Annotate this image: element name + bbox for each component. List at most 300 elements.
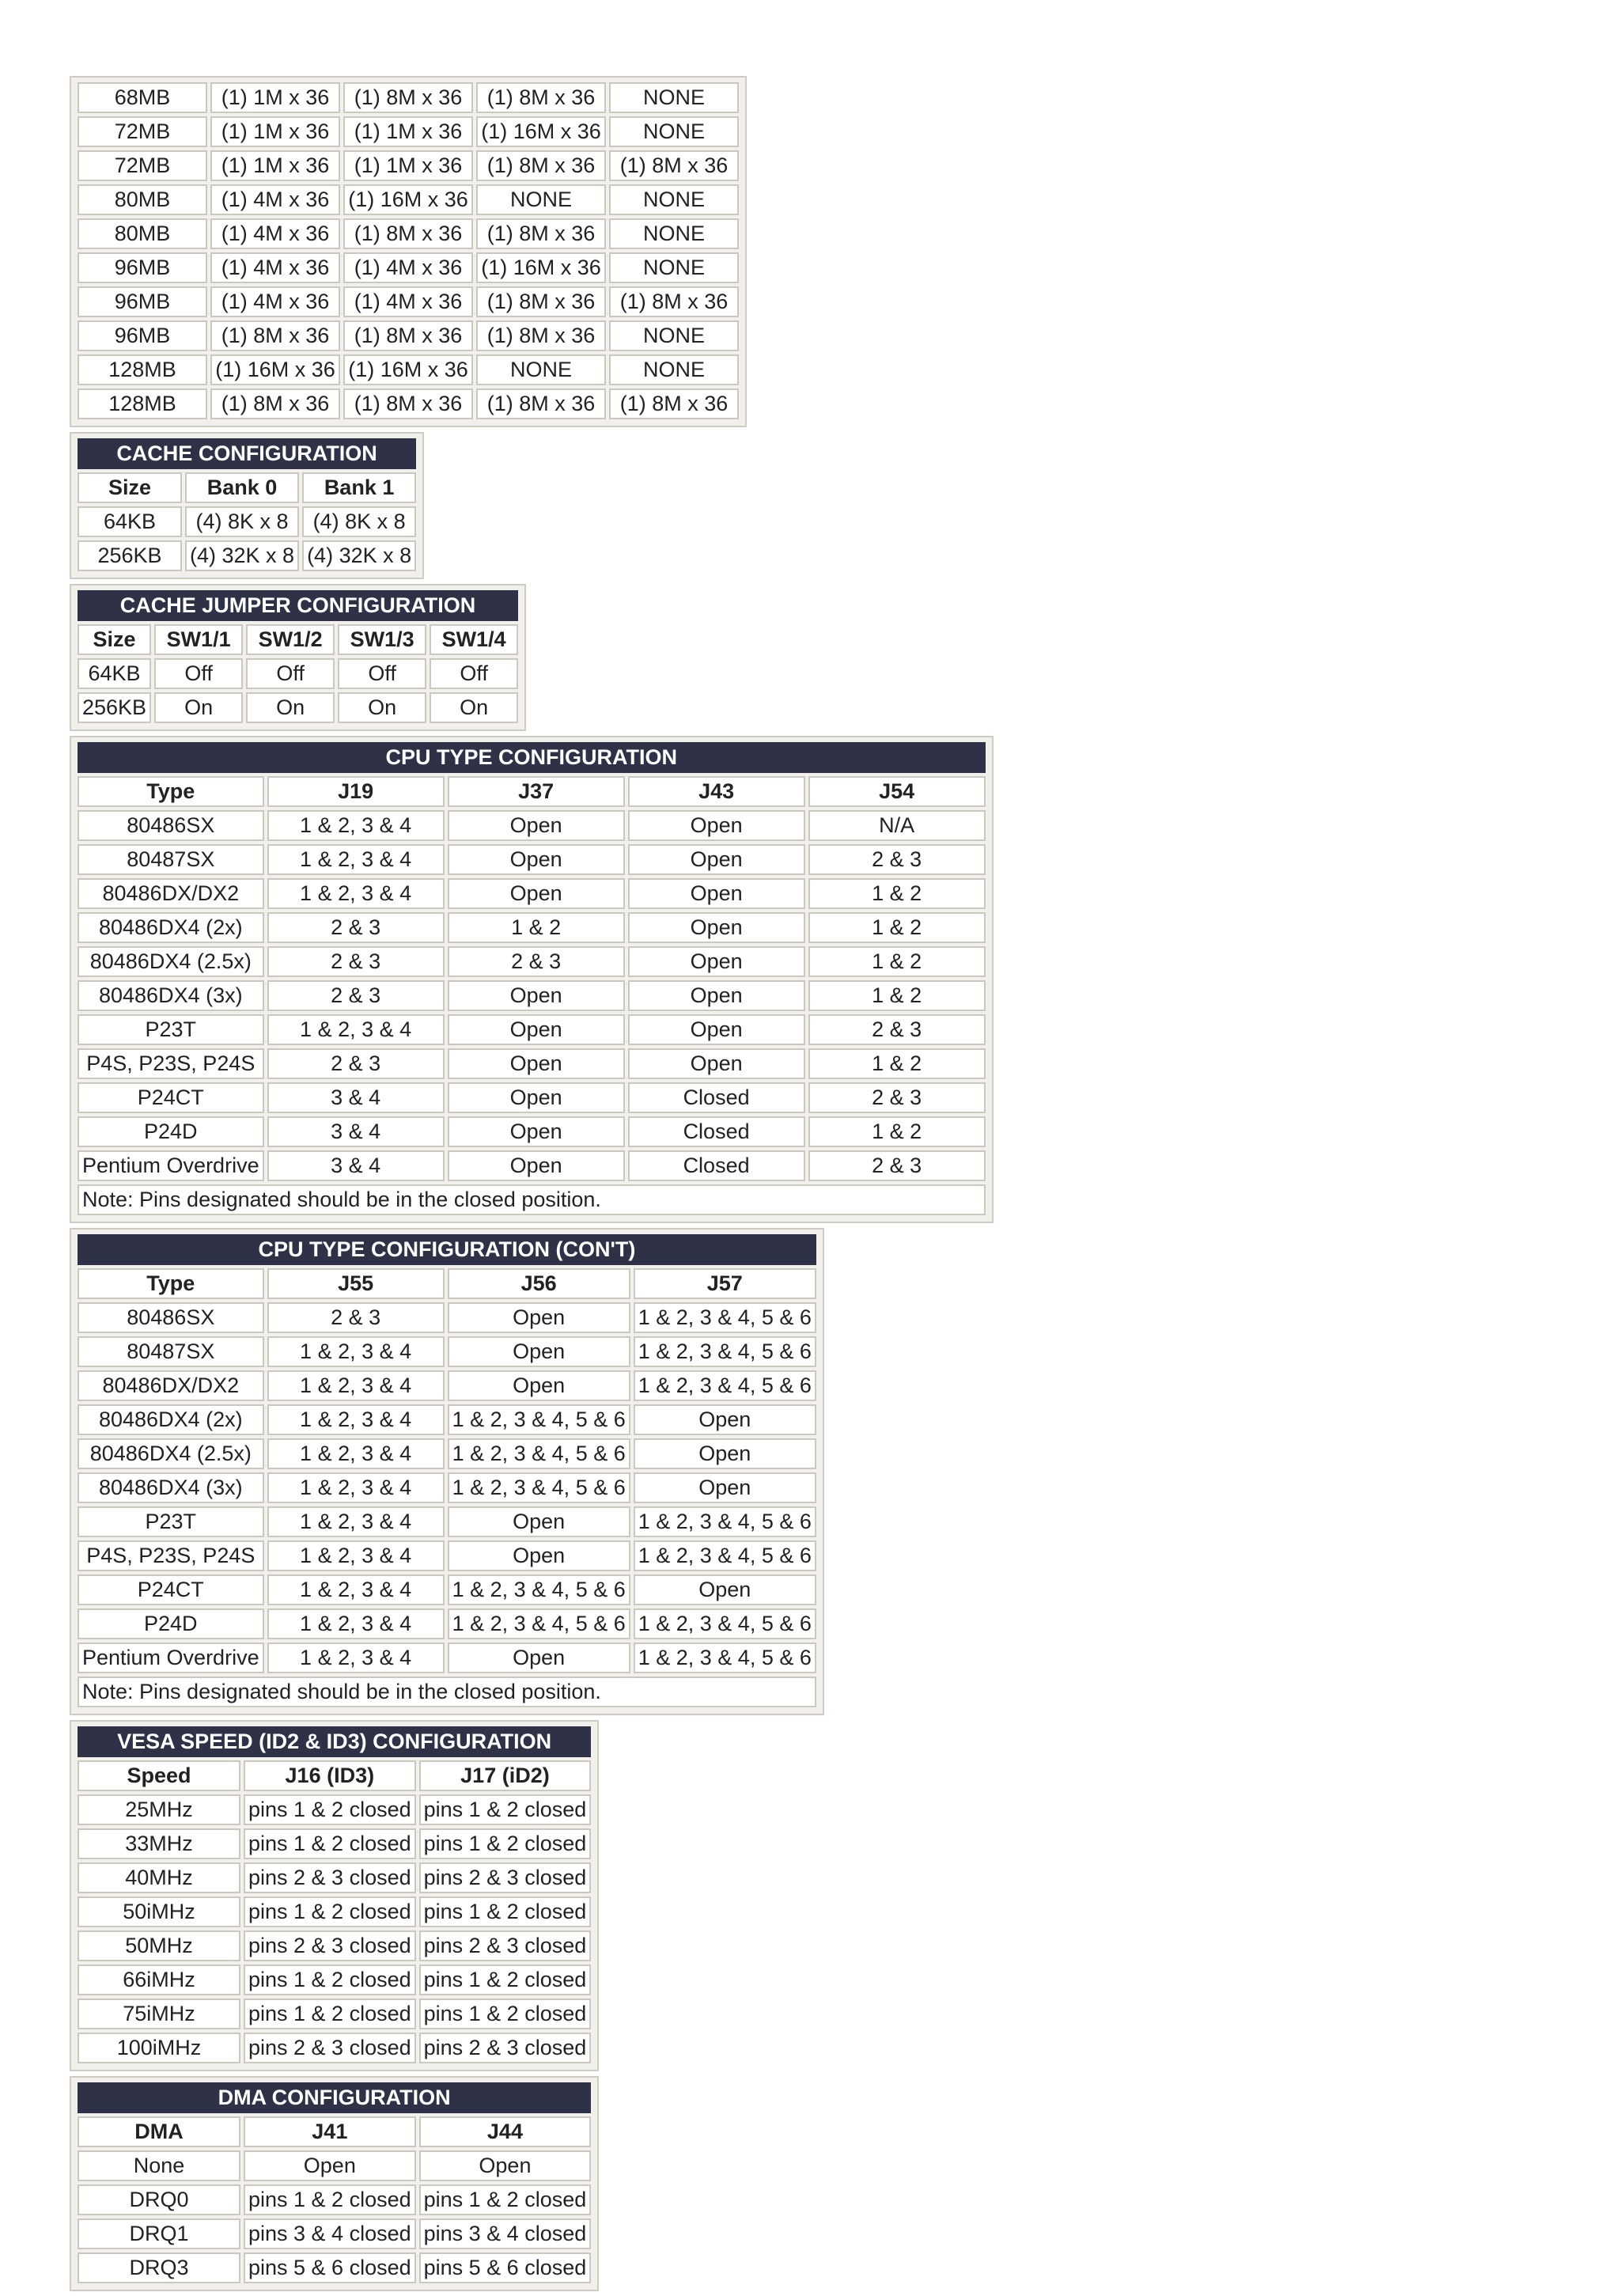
table-cell: (1) 16M x 36: [343, 354, 473, 385]
table-title: CACHE JUMPER CONFIGURATION: [78, 590, 518, 621]
table-row: [78, 658, 518, 689]
table-cell: N/A: [808, 810, 986, 841]
dma-table-body: [78, 2082, 591, 2283]
table-cell: (1) 8M x 36: [609, 286, 739, 317]
table-cell: 1 & 2: [808, 1116, 986, 1147]
table-cell: 128MB: [78, 354, 207, 385]
table-cell: pins 3 & 4 closed: [244, 2218, 416, 2249]
table-row: [78, 2184, 591, 2215]
table-cell: Open: [634, 1574, 816, 1605]
table-row: [78, 1438, 816, 1469]
table-cell: (1) 8M x 36: [476, 82, 606, 113]
table-cell: 1 & 2, 3 & 4, 5 & 6: [634, 1370, 816, 1401]
table-row: [78, 506, 416, 537]
table-cell: Open: [634, 1472, 816, 1503]
table-note-row: [78, 1184, 986, 1215]
cpu-type-cont-table-body: [78, 1234, 816, 1707]
table-header-row: [78, 472, 416, 503]
table-row: [78, 1608, 816, 1639]
table-cell: Open: [448, 1082, 625, 1113]
table-cell: 1 & 2, 3 & 4, 5 & 6: [634, 1642, 816, 1673]
table-cell: 2 & 3: [808, 1014, 986, 1045]
column-header: J41: [244, 2116, 416, 2147]
table-cell: (4) 32K x 8: [185, 540, 299, 571]
column-header: J43: [628, 776, 805, 807]
table-cell: 256KB: [78, 540, 182, 571]
table-cell: On: [430, 692, 518, 723]
table-cell: (1) 16M x 36: [476, 252, 606, 283]
table-cell: 1 & 2, 3 & 4: [267, 1438, 445, 1469]
column-header: SW1/1: [154, 624, 243, 655]
table-row: [78, 540, 416, 571]
table-cell: Open: [448, 1116, 625, 1147]
table-cell: 80487SX: [78, 1336, 264, 1367]
table-row: [78, 320, 739, 351]
table-cell: 1 & 2, 3 & 4, 5 & 6: [634, 1506, 816, 1537]
table-cell: 3 & 4: [267, 1082, 445, 1113]
table-row: [78, 1642, 816, 1673]
table-cell: 1 & 2, 3 & 4, 5 & 6: [448, 1438, 630, 1469]
table-row: [78, 1014, 986, 1045]
table-row: [78, 1116, 986, 1147]
table-title-row: [78, 742, 986, 773]
table-row: [78, 150, 739, 181]
cache-configuration-panel: [70, 432, 424, 579]
table-cell: Open: [448, 1014, 625, 1045]
table-cell: 72MB: [78, 116, 207, 147]
table-cell: (1) 1M x 36: [210, 82, 340, 113]
table-cell: pins 1 & 2 closed: [244, 1964, 416, 1995]
table-cell: 80486DX4 (2x): [78, 1404, 264, 1435]
table-cell: Off: [338, 658, 426, 689]
dma-configuration-panel: [70, 2076, 599, 2291]
table-row: [78, 2033, 591, 2063]
column-header: J16 (ID3): [244, 1760, 416, 1791]
table-cell: None: [78, 2150, 240, 2181]
table-cell: (1) 16M x 36: [210, 354, 340, 385]
table-row: [78, 1964, 591, 1995]
table-cell: On: [338, 692, 426, 723]
column-header: Size: [78, 472, 182, 503]
table-cell: (1) 8M x 36: [343, 388, 473, 419]
table-cell: Off: [154, 658, 243, 689]
cache-table-body: [78, 438, 416, 571]
table-row: [78, 1540, 816, 1571]
table-cell: 100iMHz: [78, 2033, 240, 2063]
table-cell: P4S, P23S, P24S: [78, 1540, 264, 1571]
table-row: [78, 286, 739, 317]
table-row: [78, 1336, 816, 1367]
table-cell: Open: [448, 1506, 630, 1537]
table-cell: Open: [448, 1048, 625, 1079]
table-cell: (1) 8M x 36: [343, 320, 473, 351]
table-row: [78, 1048, 986, 1079]
table-cell: 256KB: [78, 692, 151, 723]
table-cell: P23T: [78, 1506, 264, 1537]
table-cell: pins 5 & 6 closed: [419, 2252, 592, 2283]
table-cell: pins 1 & 2 closed: [419, 1964, 592, 1995]
table-cell: 2 & 3: [808, 1150, 986, 1181]
table-cell: (1) 4M x 36: [210, 252, 340, 283]
table-row: [78, 116, 739, 147]
vesa-speed-configuration-table: [74, 1723, 594, 2067]
table-cell: 1 & 2, 3 & 4: [267, 1014, 445, 1045]
table-row: [78, 2218, 591, 2249]
table-row: [78, 1862, 591, 1893]
table-row: [78, 218, 739, 249]
table-cell: (1) 8M x 36: [609, 150, 739, 181]
table-cell: pins 1 & 2 closed: [419, 2184, 592, 2215]
table-cell: 3 & 4: [267, 1116, 445, 1147]
table-row: [78, 1999, 591, 2029]
table-cell: 2 & 3: [267, 1302, 445, 1333]
table-cell: P24D: [78, 1608, 264, 1639]
table-cell: Open: [448, 1336, 630, 1367]
column-header: J57: [634, 1268, 816, 1299]
dma-configuration-table: [74, 2079, 594, 2287]
table-cell: NONE: [476, 184, 606, 215]
table-cell: pins 2 & 3 closed: [419, 1930, 592, 1961]
table-title-row: [78, 1234, 816, 1265]
table-cell: Open: [448, 1642, 630, 1673]
table-cell: 80486SX: [78, 810, 264, 841]
table-cell: pins 1 & 2 closed: [419, 1999, 592, 2029]
column-header: Bank 1: [302, 472, 416, 503]
table-cell: Off: [246, 658, 335, 689]
table-cell: 80486SX: [78, 1302, 264, 1333]
table-cell: Open: [634, 1438, 816, 1469]
table-cell: 1 & 2: [448, 912, 625, 943]
table-cell: Closed: [628, 1150, 805, 1181]
table-cell: Open: [628, 946, 805, 977]
table-cell: Open: [448, 810, 625, 841]
table-cell: 1 & 2, 3 & 4, 5 & 6: [634, 1608, 816, 1639]
table-cell: Open: [448, 1540, 630, 1571]
table-cell: On: [154, 692, 243, 723]
table-note: Note: Pins designated should be in the closed position.: [78, 1677, 816, 1707]
table-row: [78, 1930, 591, 1961]
memory-table-body: [78, 82, 739, 419]
cpu-type-table-body: [78, 742, 986, 1215]
table-title-row: [78, 438, 416, 469]
table-cell: DRQ0: [78, 2184, 240, 2215]
table-title-row: [78, 590, 518, 621]
table-row: [78, 1828, 591, 1859]
table-cell: (1) 8M x 36: [343, 82, 473, 113]
table-cell: (4) 8K x 8: [302, 506, 416, 537]
table-cell: 1 & 2, 3 & 4: [267, 1540, 445, 1571]
column-header: J56: [448, 1268, 630, 1299]
table-cell: 75iMHz: [78, 1999, 240, 2029]
table-row: [78, 1404, 816, 1435]
table-row: [78, 1472, 816, 1503]
table-cell: 1 & 2, 3 & 4, 5 & 6: [634, 1302, 816, 1333]
table-cell: 80487SX: [78, 844, 264, 875]
table-cell: 1 & 2, 3 & 4: [267, 878, 445, 909]
table-cell: DRQ3: [78, 2252, 240, 2283]
table-cell: 1 & 2, 3 & 4, 5 & 6: [448, 1472, 630, 1503]
table-cell: (1) 8M x 36: [476, 320, 606, 351]
table-cell: 1 & 2, 3 & 4, 5 & 6: [448, 1404, 630, 1435]
table-cell: (1) 8M x 36: [476, 388, 606, 419]
table-cell: NONE: [609, 82, 739, 113]
table-cell: Open: [419, 2150, 592, 2181]
table-row: [78, 1794, 591, 1825]
cache-jumper-table-body: [78, 590, 518, 723]
table-note: Note: Pins designated should be in the closed position.: [78, 1184, 986, 1215]
table-cell: 2 & 3: [808, 844, 986, 875]
table-cell: NONE: [609, 252, 739, 283]
table-cell: 80486DX4 (3x): [78, 980, 264, 1011]
table-cell: pins 2 & 3 closed: [419, 2033, 592, 2063]
table-cell: 2 & 3: [267, 946, 445, 977]
vesa-table-body: [78, 1726, 591, 2063]
table-row: [78, 1302, 816, 1333]
column-header: J55: [267, 1268, 445, 1299]
table-cell: Open: [448, 878, 625, 909]
table-row: [78, 1370, 816, 1401]
cpu-type-configuration-table: [74, 739, 989, 1218]
table-cell: 1 & 2, 3 & 4: [267, 1608, 445, 1639]
table-cell: (1) 8M x 36: [210, 320, 340, 351]
table-cell: Open: [244, 2150, 416, 2181]
table-cell: 1 & 2, 3 & 4, 5 & 6: [634, 1336, 816, 1367]
table-cell: Open: [628, 878, 805, 909]
table-cell: Closed: [628, 1116, 805, 1147]
table-cell: Pentium Overdrive: [78, 1150, 264, 1181]
table-cell: 1 & 2, 3 & 4, 5 & 6: [448, 1574, 630, 1605]
table-cell: (1) 1M x 36: [343, 116, 473, 147]
table-row: [78, 2252, 591, 2283]
column-header: Speed: [78, 1760, 240, 1791]
cpu-type-configuration-panel: [70, 736, 994, 1223]
table-cell: 33MHz: [78, 1828, 240, 1859]
table-row: [78, 810, 986, 841]
table-cell: 1 & 2, 3 & 4: [267, 1336, 445, 1367]
table-cell: NONE: [609, 184, 739, 215]
table-cell: 72MB: [78, 150, 207, 181]
column-header: SW1/4: [430, 624, 518, 655]
table-cell: P24CT: [78, 1082, 264, 1113]
cache-configuration-table: [74, 435, 419, 574]
cache-jumper-configuration-table: [74, 587, 521, 726]
table-cell: (1) 8M x 36: [609, 388, 739, 419]
table-row: [78, 82, 739, 113]
table-cell: pins 2 & 3 closed: [244, 1862, 416, 1893]
table-cell: NONE: [609, 354, 739, 385]
table-cell: NONE: [609, 218, 739, 249]
table-cell: 1 & 2: [808, 912, 986, 943]
table-cell: 1 & 2, 3 & 4: [267, 1370, 445, 1401]
table-row: [78, 1506, 816, 1537]
column-header: Type: [78, 776, 264, 807]
table-cell: (1) 8M x 36: [343, 218, 473, 249]
table-cell: 80MB: [78, 184, 207, 215]
table-cell: (1) 4M x 36: [343, 286, 473, 317]
table-cell: Open: [448, 844, 625, 875]
table-cell: P24CT: [78, 1574, 264, 1605]
table-title: VESA SPEED (ID2 & ID3) CONFIGURATION: [78, 1726, 591, 1757]
vesa-speed-configuration-panel: [70, 1720, 599, 2071]
document-page: [70, 76, 1493, 2296]
table-row: [78, 184, 739, 215]
column-header: SW1/2: [246, 624, 335, 655]
column-header: J37: [448, 776, 625, 807]
table-cell: Open: [634, 1404, 816, 1435]
table-cell: 66iMHz: [78, 1964, 240, 1995]
table-row: [78, 354, 739, 385]
table-cell: Open: [448, 1370, 630, 1401]
table-cell: 1 & 2, 3 & 4: [267, 810, 445, 841]
table-cell: pins 1 & 2 closed: [419, 1794, 592, 1825]
table-row: [78, 878, 986, 909]
memory-configuration-panel: [70, 76, 747, 427]
table-cell: 1 & 2: [808, 980, 986, 1011]
table-row: [78, 844, 986, 875]
column-header: J44: [419, 2116, 592, 2147]
table-row: [78, 692, 518, 723]
table-cell: P24D: [78, 1116, 264, 1147]
table-row: [78, 912, 986, 943]
table-title-row: [78, 2082, 591, 2113]
table-cell: Closed: [628, 1082, 805, 1113]
table-cell: Open: [628, 980, 805, 1011]
table-cell: 25MHz: [78, 1794, 240, 1825]
table-row: [78, 1574, 816, 1605]
table-cell: (1) 8M x 36: [476, 150, 606, 181]
table-title: CPU TYPE CONFIGURATION (CON'T): [78, 1234, 816, 1265]
table-cell: 64KB: [78, 658, 151, 689]
table-cell: 80MB: [78, 218, 207, 249]
table-cell: 80486DX4 (2.5x): [78, 1438, 264, 1469]
table-cell: pins 1 & 2 closed: [419, 1828, 592, 1859]
table-cell: 1 & 2, 3 & 4: [267, 1506, 445, 1537]
table-cell: 80486DX4 (2x): [78, 912, 264, 943]
table-cell: 2 & 3: [267, 912, 445, 943]
table-cell: 2 & 3: [267, 980, 445, 1011]
cache-jumper-configuration-panel: [70, 584, 526, 731]
table-cell: 68MB: [78, 82, 207, 113]
table-cell: 1 & 2, 3 & 4: [267, 1642, 445, 1673]
table-cell: Open: [448, 980, 625, 1011]
table-cell: 96MB: [78, 252, 207, 283]
table-cell: 1 & 2: [808, 1048, 986, 1079]
column-header: SW1/3: [338, 624, 426, 655]
table-header-row: [78, 776, 986, 807]
table-cell: (1) 16M x 36: [476, 116, 606, 147]
memory-configuration-table: [74, 79, 742, 422]
table-cell: NONE: [609, 116, 739, 147]
table-title: CACHE CONFIGURATION: [78, 438, 416, 469]
table-title: DMA CONFIGURATION: [78, 2082, 591, 2113]
column-header: Type: [78, 1268, 264, 1299]
table-cell: (1) 8M x 36: [476, 218, 606, 249]
table-cell: 96MB: [78, 320, 207, 351]
table-cell: (4) 8K x 8: [185, 506, 299, 537]
table-header-row: [78, 1760, 591, 1791]
table-row: [78, 1150, 986, 1181]
column-header: J17 (iD2): [419, 1760, 592, 1791]
table-row: [78, 388, 739, 419]
table-cell: (1) 4M x 36: [210, 286, 340, 317]
table-cell: pins 3 & 4 closed: [419, 2218, 592, 2249]
table-cell: On: [246, 692, 335, 723]
table-cell: 1 & 2, 3 & 4: [267, 1574, 445, 1605]
table-header-row: [78, 624, 518, 655]
table-cell: 80486DX/DX2: [78, 878, 264, 909]
table-cell: pins 5 & 6 closed: [244, 2252, 416, 2283]
table-cell: (1) 8M x 36: [210, 388, 340, 419]
table-row: [78, 1896, 591, 1927]
table-cell: 80486DX/DX2: [78, 1370, 264, 1401]
table-cell: P23T: [78, 1014, 264, 1045]
table-note-row: [78, 1677, 816, 1707]
table-row: [78, 980, 986, 1011]
table-cell: 1 & 2: [808, 946, 986, 977]
table-cell: 1 & 2, 3 & 4, 5 & 6: [634, 1540, 816, 1571]
table-cell: pins 1 & 2 closed: [244, 1828, 416, 1859]
table-row: [78, 2150, 591, 2181]
table-title-row: [78, 1726, 591, 1757]
table-header-row: [78, 2116, 591, 2147]
table-cell: (1) 16M x 36: [343, 184, 473, 215]
table-cell: 2 & 3: [808, 1082, 986, 1113]
table-cell: 96MB: [78, 286, 207, 317]
cpu-type-cont-configuration-table: [74, 1231, 819, 1711]
table-cell: (1) 1M x 36: [210, 116, 340, 147]
table-cell: pins 1 & 2 closed: [419, 1896, 592, 1927]
table-cell: pins 1 & 2 closed: [244, 1999, 416, 2029]
table-cell: 1 & 2, 3 & 4, 5 & 6: [448, 1608, 630, 1639]
cpu-type-cont-configuration-panel: [70, 1228, 824, 1715]
table-cell: 128MB: [78, 388, 207, 419]
table-cell: Off: [430, 658, 518, 689]
table-row: [78, 1082, 986, 1113]
table-cell: (1) 1M x 36: [210, 150, 340, 181]
table-cell: pins 2 & 3 closed: [419, 1862, 592, 1893]
table-cell: pins 1 & 2 closed: [244, 1896, 416, 1927]
table-cell: (1) 1M x 36: [343, 150, 473, 181]
table-cell: pins 2 & 3 closed: [244, 2033, 416, 2063]
table-cell: (4) 32K x 8: [302, 540, 416, 571]
table-cell: Open: [628, 912, 805, 943]
table-cell: Open: [628, 844, 805, 875]
table-cell: pins 1 & 2 closed: [244, 1794, 416, 1825]
table-cell: (1) 4M x 36: [210, 218, 340, 249]
table-row: [78, 252, 739, 283]
table-cell: pins 2 & 3 closed: [244, 1930, 416, 1961]
table-cell: (1) 4M x 36: [343, 252, 473, 283]
table-cell: (1) 4M x 36: [210, 184, 340, 215]
table-cell: Open: [628, 1014, 805, 1045]
table-cell: 50MHz: [78, 1930, 240, 1961]
table-cell: NONE: [476, 354, 606, 385]
table-cell: 64KB: [78, 506, 182, 537]
column-header: Size: [78, 624, 151, 655]
table-cell: Open: [628, 810, 805, 841]
table-cell: pins 1 & 2 closed: [244, 2184, 416, 2215]
table-cell: 1 & 2, 3 & 4: [267, 844, 445, 875]
column-header: J54: [808, 776, 986, 807]
table-cell: 2 & 3: [448, 946, 625, 977]
table-header-row: [78, 1268, 816, 1299]
table-cell: Open: [448, 1302, 630, 1333]
table-cell: 3 & 4: [267, 1150, 445, 1181]
table-cell: 1 & 2: [808, 878, 986, 909]
column-header: DMA: [78, 2116, 240, 2147]
table-cell: Open: [628, 1048, 805, 1079]
table-cell: (1) 8M x 36: [476, 286, 606, 317]
